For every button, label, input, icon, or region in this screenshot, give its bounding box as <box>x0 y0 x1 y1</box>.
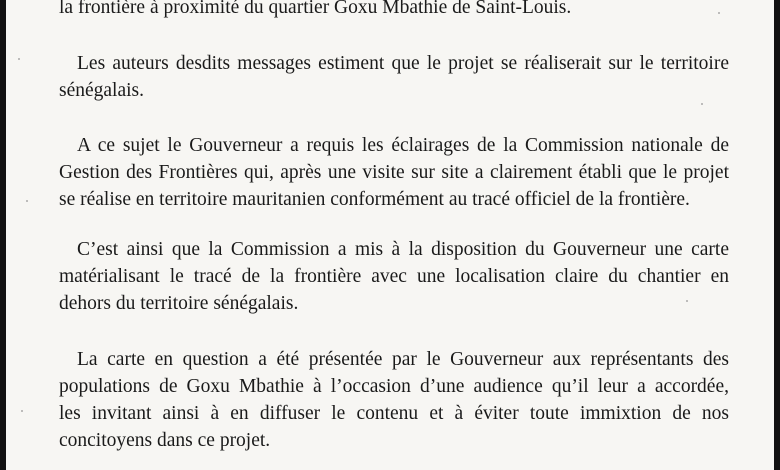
scan-speck <box>18 58 20 60</box>
paragraph-line: Gestion des Frontières qui, après une visite sur site a clairement établi que le projet <box>59 162 729 183</box>
scan-speck <box>686 300 688 302</box>
paragraph-line: populations de Goxu Mbathie à l’occasion d’une audience qu’il leur a accordée, <box>59 376 729 397</box>
scan-speck <box>718 12 720 14</box>
scan-speck <box>701 103 703 105</box>
paragraph-line: La carte en question a été présentée par le Gouverneur aux représentants des <box>77 349 729 370</box>
document-page <box>6 0 774 470</box>
paragraph-2 <box>59 50 729 104</box>
paragraph-line: C’est ainsi que la Commission a mis à la disposition du Gouverneur une carte <box>77 239 729 260</box>
paragraph-line: la frontière à proximité du quartier Goxu Mbathie de Saint-Louis. <box>59 0 572 18</box>
paragraph-5 <box>59 346 729 454</box>
paragraph-line: Les auteurs desdits messages estiment que le projet se réaliserait sur le territoire <box>77 53 729 74</box>
paragraph-line: les invitant ainsi à en diffuser le contenu et à éviter toute immixtion de nos <box>59 403 729 424</box>
paragraph-4 <box>59 236 729 317</box>
paragraph-3 <box>59 132 729 213</box>
scan-speck <box>21 410 23 412</box>
paragraph-line: dehors du territoire sénégalais. <box>59 293 299 314</box>
paragraph-1 <box>59 0 729 21</box>
paragraph-line: matérialisant le tracé de la frontière avec une localisation claire du chantier en <box>59 266 729 287</box>
scan-speck <box>26 200 28 202</box>
paragraph-line: concitoyens dans ce projet. <box>59 430 271 451</box>
paragraph-line: sénégalais. <box>59 80 145 101</box>
paragraph-line: se réalise en territoire mauritanien conformément au tracé officiel de la frontière. <box>59 189 690 210</box>
paragraph-line: A ce sujet le Gouverneur a requis les éclairages de la Commission nationale de <box>77 135 729 156</box>
